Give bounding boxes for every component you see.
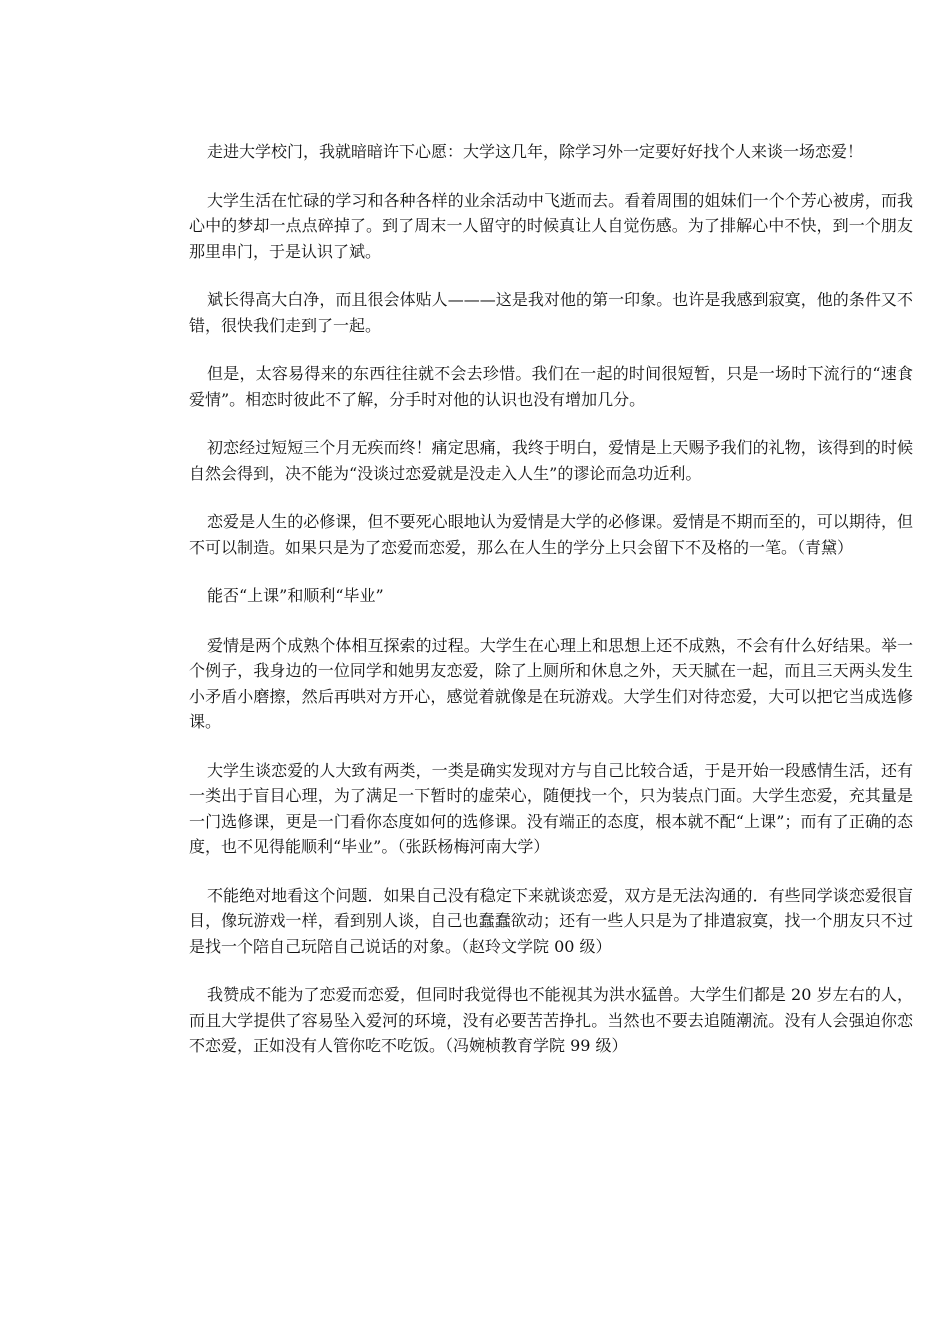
paragraph-7: 爱情是两个成熟个体相互探索的过程。大学生在心理上和思想上还不成熟，不会有什么好结果。举一个例子，我身边的一位同学和她男友恋爱，除了上厕所和休息之外，天天腻在一起，而且三天两头发生小矛盾小磨擦，然后再哄对方开心，感觉着就像是在玩游戏。大学生们对待恋爱，大可以把它当成选修课。 (189, 635, 913, 731)
paragraph-6: 恋爱是人生的必修课，但不要死心眼地认为爱情是大学的必修课。爱情是不期而至的，可以期待，但不可以制造。如果只是为了恋爱而恋爱，那么在人生的学分上只会留下不及格的一笔。（青黛） (189, 512, 913, 557)
paragraph-4: 但是，太容易得来的东西往往就不会去珍惜。我们在一起的时间很短暂，只是一场时下流行的“速食爱情”。相恋时彼此不了解，分手时对他的认识也没有增加几分。 (189, 364, 913, 409)
paragraph-9: 不能绝对地看这个问题．如果自己没有稳定下来就谈恋爱，双方是无法沟通的．有些同学谈恋爱很盲目，像玩游戏一样，看到别人谈，自己也蠢蠢欲动；还有一些人只是为了排遣寂寞，找一个朋友只不过是找一个陪自己玩陪自己说话的对象。（赵玲文学院 00 级） (189, 885, 913, 956)
paragraph-5: 初恋经过短短三个月无疾而终！痛定思痛，我终于明白，爱情是上天赐予我们的礼物，该得到的时候自然会得到，决不能为“没谈过恋爱就是没走入人生”的谬论而急功近利。 (189, 438, 913, 483)
paragraph-8: 大学生谈恋爱的人大致有两类，一类是确实发现对方与自己比较合适，于是开始一段感情生活，还有一类出于盲目心理，为了满足一下暂时的虚荣心，随便找一个，只为装点门面。大学生恋爱，充其量是一门选修课，更是一门看你态度如何的选修课。没有端正的态度，根本就不配“上课”；而有了正确的态度，也不见得能顺利“毕业”。（张跃杨梅河南大学） (189, 760, 913, 856)
paragraph-10: 我赞成不能为了恋爱而恋爱，但同时我觉得也不能视其为洪水猛兽。大学生们都是 20 岁左右的人，而且大学提供了容易坠入爱河的环境，没有必要苦苦挣扎。当然也不要去追随潮流。没有人会强迫你恋不恋爱，正如没有人管你吃不吃饭。（冯婉桢教育学院 99 级） (189, 985, 913, 1055)
paragraph-1: 走进大学校门，我就暗暗许下心愿：大学这几年，除学习外一定要好好找个人来谈一场恋爱！ (207, 142, 864, 161)
paragraph-2: 大学生活在忙碌的学习和各种各样的业余活动中飞逝而去。看着周围的姐妹们一个个芳心被虏，而我心中的梦却一点点碎掉了。到了周末一人留守的时候真让人自觉伤感。为了排解心中不快，到一个朋友那里串门，于是认识了斌。 (189, 190, 913, 261)
section-heading: 能否“上课”和顺利“毕业” (207, 586, 384, 605)
document-body (189, 139, 913, 1082)
paragraph-3: 斌长得高大白净，而且很会体贴人———这是我对他的第一印象。也许是我感到寂寞，他的条件又不错，很快我们走到了一起。 (189, 290, 913, 335)
